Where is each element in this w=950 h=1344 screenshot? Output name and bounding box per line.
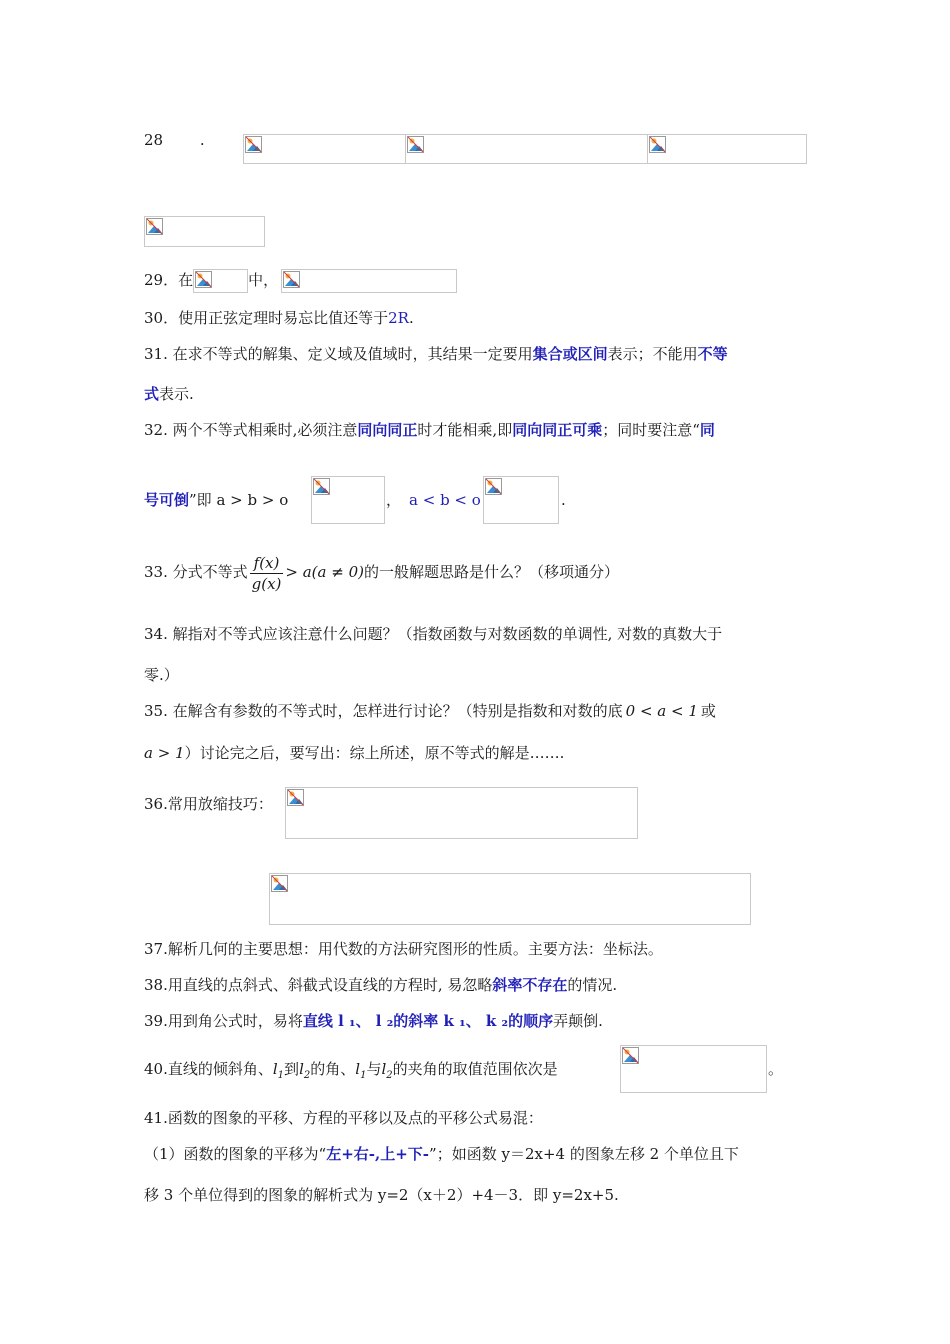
formula-image bbox=[405, 134, 648, 164]
item-28 bbox=[144, 130, 205, 150]
item-30 bbox=[144, 308, 414, 328]
item-41-1 bbox=[144, 1144, 739, 1164]
math-expression: 0 < a < 1 bbox=[625, 702, 698, 720]
item-text: 30．使用正弦定理时易忘比值还等于 bbox=[144, 309, 389, 327]
item-35-cont bbox=[144, 743, 564, 763]
item-text: 移 3 个单位得到的图象的解析式为 y=2（x＋2）+4－3．即 y=2x+5. bbox=[144, 1186, 619, 1204]
math-symbol: l bbox=[355, 1060, 361, 1078]
item-33 bbox=[144, 548, 619, 596]
item-31-cont bbox=[144, 384, 194, 404]
item-32-cont2 bbox=[386, 490, 481, 510]
broken-image-icon bbox=[195, 271, 212, 288]
math-subscript: 2 bbox=[303, 1070, 311, 1081]
item-text: ）讨论完之后，要写出：综上所述，原不等式的解是……. bbox=[184, 744, 565, 762]
fraction-numerator: f(x) bbox=[250, 553, 284, 574]
math-subscript: 1 bbox=[277, 1070, 285, 1081]
fraction bbox=[250, 553, 284, 594]
formula-image bbox=[647, 134, 807, 164]
item-39 bbox=[144, 1011, 603, 1031]
item-text: 41.函数的图象的平移、方程的平移以及点的平移公式易混： bbox=[144, 1109, 543, 1127]
item-text: 36.常用放缩技巧： bbox=[144, 795, 273, 813]
broken-image-icon bbox=[313, 478, 330, 495]
highlight-text: 左+右-,上+下- bbox=[326, 1145, 430, 1163]
formula-image bbox=[243, 134, 406, 164]
item-text: 的情况. bbox=[567, 976, 618, 994]
item-text: 32. 两个不等式相乘时,必须注意 bbox=[144, 421, 358, 439]
item-text: 33. 分式不等式 bbox=[144, 563, 248, 581]
item-text: 40.直线的倾斜角、 bbox=[144, 1060, 273, 1078]
item-40-end bbox=[768, 1059, 783, 1079]
item-text: 的一般解题思路是什么？（移项通分） bbox=[363, 563, 619, 581]
math-subscript: 2 bbox=[386, 1070, 393, 1081]
item-text: . bbox=[561, 491, 566, 509]
item-32-end bbox=[561, 490, 566, 510]
highlight-text: 斜率不存在 bbox=[492, 976, 568, 994]
formula-image bbox=[281, 269, 457, 293]
item-37 bbox=[144, 939, 663, 959]
item-34-cont bbox=[144, 665, 179, 685]
item-text: 时才能相乘,即 bbox=[417, 421, 513, 439]
highlight-text: 直线 l ₁、 l ₂的斜率 k ₁、 k ₂的顺序 bbox=[302, 1012, 554, 1030]
broken-image-icon bbox=[287, 789, 304, 806]
item-text: 37.解析几何的主要思想：用代数的方法研究图形的性质。主要方法：坐标法。 bbox=[144, 940, 663, 958]
math-expression: > a(a ≠ 0) bbox=[285, 563, 364, 581]
formula-image bbox=[311, 476, 385, 524]
item-text: 39.用到角公式时，易将 bbox=[144, 1012, 303, 1030]
item-32-cont bbox=[144, 490, 288, 510]
item-text: ”；如函数 y＝2x+4 的图象左移 2 个单位且下 bbox=[429, 1145, 739, 1163]
item-text: ；同时要注意“ bbox=[602, 421, 700, 439]
item-text: 中， bbox=[248, 271, 279, 289]
item-text: 与 bbox=[366, 1060, 382, 1078]
item-text: 的角、 bbox=[310, 1060, 356, 1078]
item-number: 28 bbox=[144, 131, 164, 149]
item-text: 的夹角的取值范围依次是 bbox=[392, 1060, 558, 1078]
item-text: 弄颠倒. bbox=[553, 1012, 603, 1030]
broken-image-icon bbox=[485, 478, 502, 495]
item-text: （1）函数的图象的平移为“ bbox=[144, 1145, 327, 1163]
highlight-text: 同向同正可乘 bbox=[512, 421, 603, 439]
broken-image-icon bbox=[271, 875, 288, 892]
highlight-text: 同向同正 bbox=[357, 421, 418, 439]
formula-image bbox=[483, 476, 559, 524]
item-text: 或 bbox=[700, 702, 716, 720]
math-expression: a > 1 bbox=[144, 744, 185, 762]
item-text: . bbox=[408, 309, 414, 327]
highlight-text: 不等 bbox=[697, 345, 728, 363]
formula-image bbox=[144, 216, 265, 247]
item-text: 零.） bbox=[144, 666, 179, 684]
formula-image bbox=[285, 787, 638, 839]
item-text: 29．在 bbox=[144, 271, 194, 289]
formula-image bbox=[269, 873, 751, 925]
item-text: 表示. bbox=[159, 385, 194, 403]
math-symbol: l bbox=[381, 1060, 387, 1078]
item-32 bbox=[144, 420, 715, 440]
highlight-text: 号可倒 bbox=[144, 491, 190, 509]
highlight-text: 2R bbox=[388, 309, 409, 327]
item-text: 到 bbox=[284, 1060, 300, 1078]
math-symbol: l bbox=[272, 1060, 278, 1078]
formula-image bbox=[620, 1045, 767, 1093]
formula-image bbox=[193, 269, 248, 293]
broken-image-icon bbox=[407, 136, 424, 153]
math-symbol: l bbox=[299, 1060, 304, 1078]
item-text: 31. 在求不等式的解集、定义域及值域时，其结果一定要用 bbox=[144, 345, 533, 363]
broken-image-icon bbox=[283, 271, 300, 288]
item-text: ”即 a > b > o bbox=[189, 491, 289, 509]
item-34 bbox=[144, 624, 722, 644]
item-31 bbox=[144, 344, 728, 364]
item-dot: . bbox=[199, 131, 205, 149]
item-text: 。 bbox=[768, 1060, 784, 1078]
broken-image-icon bbox=[146, 218, 163, 235]
broken-image-icon bbox=[245, 136, 262, 153]
broken-image-icon bbox=[649, 136, 666, 153]
fraction-denominator: g(x) bbox=[251, 574, 282, 593]
item-text: 表示；不能用 bbox=[607, 345, 698, 363]
math-subscript: 1 bbox=[360, 1070, 367, 1081]
highlight-text: a < b < o bbox=[409, 491, 481, 509]
broken-image-icon bbox=[622, 1047, 639, 1064]
item-text: ， bbox=[386, 491, 402, 509]
item-41 bbox=[144, 1108, 543, 1128]
highlight-text: 式 bbox=[144, 385, 160, 403]
highlight-text: 同 bbox=[699, 421, 715, 439]
highlight-text: 集合或区间 bbox=[532, 345, 608, 363]
item-text: 35. 在解含有参数的不等式时，怎样进行讨论？（特别是指数和对数的底 bbox=[144, 702, 623, 720]
item-41-1-cont bbox=[144, 1185, 619, 1205]
item-text: 38.用直线的点斜式、斜截式设直线的方程时, 易忽略 bbox=[144, 976, 493, 994]
item-38 bbox=[144, 975, 617, 995]
item-36 bbox=[144, 794, 273, 814]
item-35 bbox=[144, 701, 716, 721]
item-text: 34. 解指对不等式应该注意什么问题？（指数函数与对数函数的单调性, 对数的真数大于 bbox=[144, 625, 723, 643]
item-40 bbox=[144, 1059, 558, 1086]
